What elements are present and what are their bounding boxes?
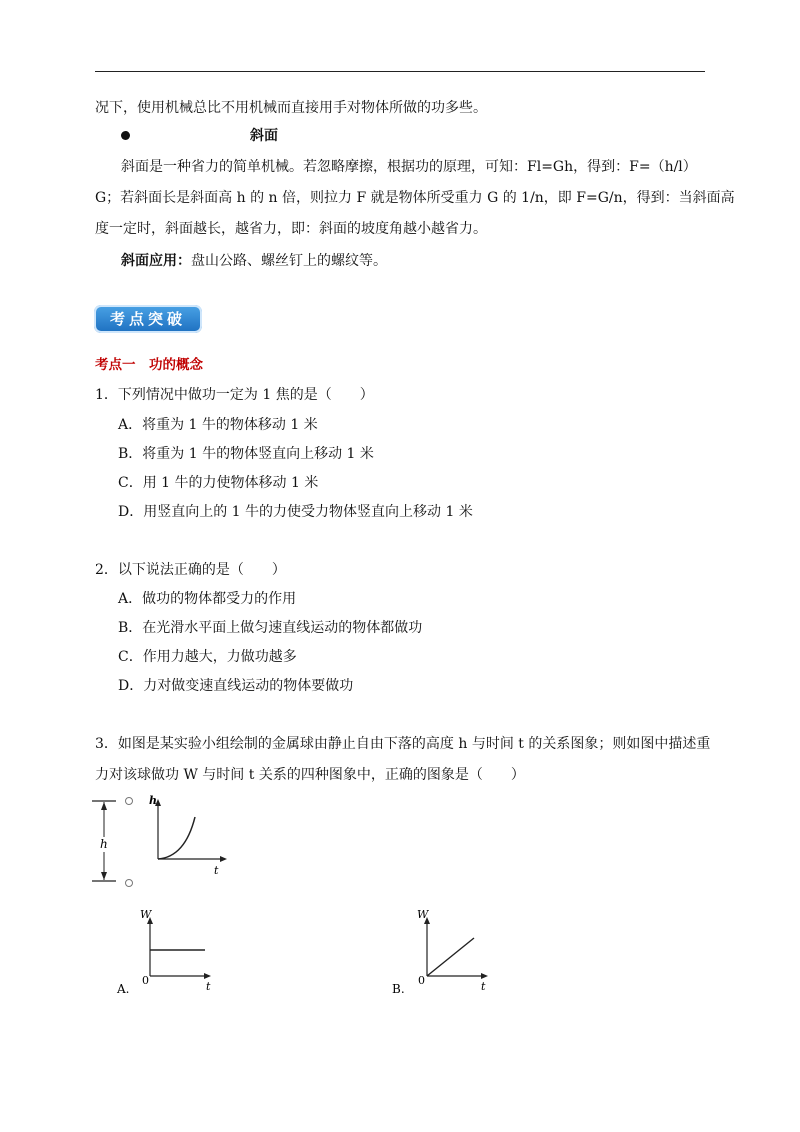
option-a-graph xyxy=(110,902,220,1000)
bullet-icon xyxy=(121,131,130,140)
q3-stem-line-1: 3．如图是某实验小组绘制的金属球由静止自由下落的高度 h 与时间 t 的关系图象；则如图中描述重 xyxy=(95,736,711,752)
ball-start-icon xyxy=(126,798,133,805)
q1-stem: 1．下列情况中做功一定为 1 焦的是（ ） xyxy=(95,387,374,403)
q3-stem-line-2: 力对该球做功 W 与时间 t 关系的四种图象中，正确的图象是（ ） xyxy=(95,767,525,783)
option-b-t-label: t xyxy=(481,980,486,993)
option-a-origin: 0 xyxy=(142,974,149,987)
fall-height-label: h xyxy=(100,837,108,851)
t-axis-label: t xyxy=(214,864,219,877)
header-rule xyxy=(95,71,705,72)
incline-application-text: 盘山公路、螺丝钉上的螺纹等。 xyxy=(191,253,387,269)
h-t-graph xyxy=(147,792,237,877)
intro-tail-text: 况下，使用机械总比不用机械而直接用手对物体所做的功多些。 xyxy=(95,100,487,116)
option-b-label: B. xyxy=(392,982,405,996)
q1-option-a: A．将重为 1 牛的物体移动 1 米 xyxy=(118,417,318,433)
q2-option-c: C．作用力越大，力做功越多 xyxy=(118,649,297,665)
incline-heading: 斜面 xyxy=(250,128,278,144)
incline-application-label: 斜面应用： xyxy=(121,253,191,269)
fall-height-diagram xyxy=(90,790,150,900)
option-a-w-label: W xyxy=(140,908,152,921)
incline-para-line-2: G；若斜面长是斜面高 h 的 n 倍，则拉力 F 就是物体所受重力 G 的 1/n，即 F=G/n，得到：当斜面高 xyxy=(95,190,735,206)
q2-option-a: A．做功的物体都受力的作用 xyxy=(118,591,297,607)
option-b-origin: 0 xyxy=(418,974,425,987)
option-a-label: A. xyxy=(117,982,130,996)
option-b-w-label: W xyxy=(417,908,429,921)
incline-para-line-3: 度一定时，斜面越长，越省力，即：斜面的坡度角越小越省力。 xyxy=(95,221,487,237)
q2-stem: 2．以下说法正确的是（ ） xyxy=(95,562,286,578)
q2-option-d: D．力对做变速直线运动的物体要做功 xyxy=(118,678,354,694)
topic-heading: 考点一 功的概念 xyxy=(95,357,203,373)
q1-option-c: C．用 1 牛的力使物体移动 1 米 xyxy=(118,475,319,491)
section-badge: 考点突破 xyxy=(94,305,202,333)
q1-option-b: B．将重为 1 牛的物体竖直向上移动 1 米 xyxy=(118,446,374,462)
incline-para-line-1: 斜面是一种省力的简单机械。若忽略摩擦，根据功的原理，可知：Fl=Gh，得到：F=（h/l） xyxy=(121,159,697,175)
option-a-t-label: t xyxy=(206,980,211,993)
h-axis-label: h xyxy=(149,794,157,807)
incline-application xyxy=(121,252,387,270)
ball-end-icon xyxy=(126,880,133,887)
q1-option-d: D．用竖直向上的 1 牛的力使受力物体竖直向上移动 1 米 xyxy=(118,504,473,520)
q2-option-b: B．在光滑水平面上做匀速直线运动的物体都做功 xyxy=(118,620,423,636)
option-b-graph xyxy=(387,902,497,1000)
